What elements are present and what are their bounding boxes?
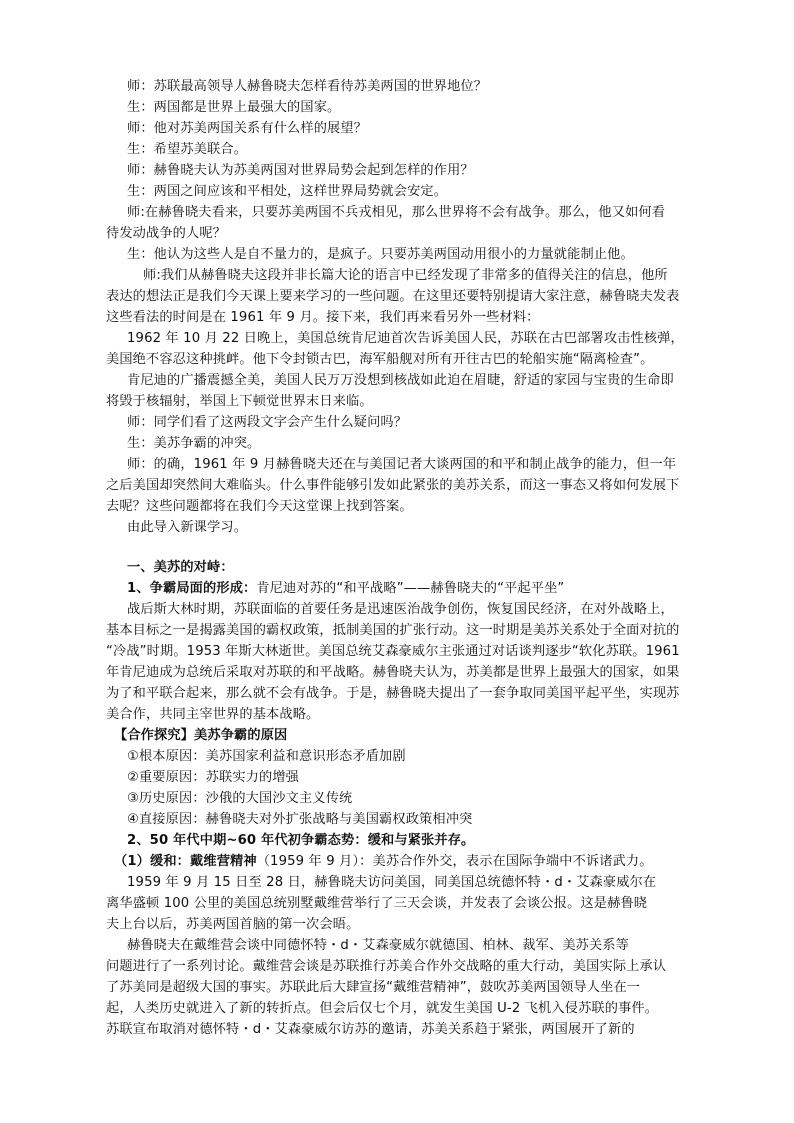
explore-title: 【合作探究】美苏争霸的原因 — [114, 728, 288, 743]
dialogue-line: 师：他对苏美两国关系有什么样的展望？ — [127, 121, 368, 136]
paragraph-line: 年肯尼迪成为总统后采取对苏联的和平战略。赫鲁晓夫认为，苏美都是世界上最强大的国家，如果 — [106, 665, 680, 680]
dialogue-line: 生：美苏争霸的冲突。 — [127, 436, 261, 451]
dialogue-line: 由此导入新课学习。 — [127, 520, 248, 535]
section-heading: 一、美苏的对峙： — [127, 560, 234, 575]
dialogue-line: 生：希望苏美联合。 — [127, 142, 248, 157]
dialogue-line: 师：赫鲁晓夫认为苏美两国对世界局势会起到怎样的作用？ — [127, 163, 474, 178]
paragraph-line: 了苏美同是超级大国的事实。苏联此后大肆宣扬“戴维营精神”，鼓吹苏美两国领导人坐在一 — [106, 980, 641, 995]
dialogue-line: 这些看法的时间是在 1961 年 9 月。接下来，我们再来看另外一些材料： — [106, 310, 540, 325]
dialogue-line: 师:在赫鲁晓夫看来，只要苏美两国不兵戎相见，那么世界将不会有战争。那么，他又如何看 — [127, 205, 666, 220]
reason-item: ③历史原因：沙俄的大国沙文主义传统 — [127, 791, 353, 806]
dialogue-line: 师：苏联最高领导人赫鲁晓夫怎样看待苏美两国的世界地位？ — [127, 79, 488, 94]
paragraph-line: 起，人类历史就进入了新的转折点。但会后仅七个月，就发生美国 U-2 飞机入侵苏联的事件。 — [106, 1001, 659, 1016]
dialogue-line: 1962 年 10 月 22 日晚上，美国总统肯尼迪首次告诉美国人民，苏联在古巴部署攻击性核弹， — [127, 331, 684, 346]
subheading-1-rest: 肯尼迪对苏的“和平战略”——赫鲁晓夫的“平起平坐” — [256, 581, 565, 596]
dialogue-line: 去呢？这些问题都将在我们今天这堂课上找到答案。 — [106, 499, 413, 514]
reason-item: ①根本原因：美苏国家利益和意识形态矛盾加剧 — [127, 749, 406, 764]
dialogue-line: 生：他认为这些人是自不量力的，是疯子。只要苏美两国动用很小的力量就能制止他。 — [127, 247, 634, 262]
paragraph-line: 为了和平联合起来，那么就不会有战争。于是，赫鲁晓夫提出了一套争取同美国平起平坐，实现苏 — [106, 686, 680, 701]
paragraph-line: 1959 年 9 月 15 日至 28 日，赫鲁晓夫访问美国，同美国总统德怀特・d・艾森豪威尔在 — [127, 875, 657, 890]
paragraph-line: “冷战”时期。1953 年斯大林逝世。美国总统艾森豪威尔主张通过对话谈判逐步“软化苏联。1961 — [106, 644, 680, 659]
relax-heading-rest: （1959 年 9 月）：美苏合作外交，表示在国际争端中不诉诸武力。 — [256, 854, 653, 869]
dialogue-line: 师：同学们看了这两段文字会产生什么疑问吗？ — [127, 415, 408, 430]
reason-item: ④直接原因：赫鲁晓夫对外扩张战略与美国霸权政策相冲突 — [127, 812, 473, 827]
paragraph-line: 赫鲁晓夫在戴维营会谈中同德怀特・d・艾森豪威尔就德国、柏林、裁军、美苏关系等 — [127, 938, 630, 953]
relax-heading — [114, 852, 653, 872]
reason-item: ②重要原因：苏联实力的增强 — [127, 770, 300, 785]
paragraph-line: 夫上台以后，苏美两国首脑的第一次会晤。 — [106, 917, 360, 932]
dialogue-line: 将毁于核辐射，举国上下顿觉世界末日来临。 — [106, 394, 373, 409]
subheading-1-bold: 1、争霸局面的形成： — [127, 581, 257, 596]
dialogue-line: 师:我们从赫鲁晓夫这段并非长篇大论的语言中已经发现了非常多的值得关注的信息，他所 — [143, 268, 668, 283]
dialogue-line: 师：的确，1961 年 9 月赫鲁晓夫还在与美国记者大谈两国的和平和制止战争的能力，但一年 — [127, 457, 677, 472]
paragraph-line: 美合作，共同主宰世界的基本战略。 — [106, 707, 320, 722]
subheading-1 — [127, 579, 564, 599]
relax-heading-bold: （1）缓和：戴维营精神 — [114, 854, 257, 869]
dialogue-line: 表达的想法正是我们今天课上要来学习的一些问题。在这里还要特别提请大家注意，赫鲁晓夫发表 — [106, 289, 680, 304]
paragraph-line: 问题进行了一系列讨论。戴维营会谈是苏联推行苏美合作外交战略的重大行动，美国实际上承认 — [106, 959, 667, 974]
dialogue-line: 肯尼迪的广播震撼全美，美国人民万万没想到核战如此迫在眉睫，舒适的家园与宝贵的生命即 — [127, 373, 674, 388]
paragraph-line: 苏联宣布取消对德怀特・d・艾森豪威尔访苏的邀请，苏美关系趋于紧张，两国展开了新的 — [106, 1022, 635, 1037]
paragraph-line: 基本目标之一是揭露美国的霸权政策，抵制美国的扩张行动。这一时期是美苏关系处于全面对抗的 — [106, 623, 680, 638]
paragraph-line: 战后斯大林时期，苏联面临的首要任务是迅速医治战争创伤，恢复国民经济，在对外战略上， — [127, 602, 674, 617]
dialogue-line: 生：两国都是世界上最强大的国家。 — [127, 100, 341, 115]
subheading-2: 2、50 年代中期~60 年代初争霸态势：缓和与紧张并存。 — [127, 833, 475, 848]
dialogue-line: 生：两国之间应该和平相处，这样世界局势就会安定。 — [127, 184, 448, 199]
dialogue-line: 美国绝不容忍这种挑衅。他下令封锁古巴，海军船舰对所有开往古巴的轮船实施“隔离检查”。 — [106, 352, 654, 367]
dialogue-line: 之后美国却突然间大难临头。什么事件能够引发如此紧张的美苏关系，而这一事态又将如何发展下 — [106, 478, 680, 493]
paragraph-line: 离华盛顿 100 公里的美国总统别墅戴维营举行了三天会谈，并发表了会谈公报。这是赫鲁晓 — [106, 896, 648, 911]
dialogue-line: 待发动战争的人呢？ — [106, 226, 227, 241]
